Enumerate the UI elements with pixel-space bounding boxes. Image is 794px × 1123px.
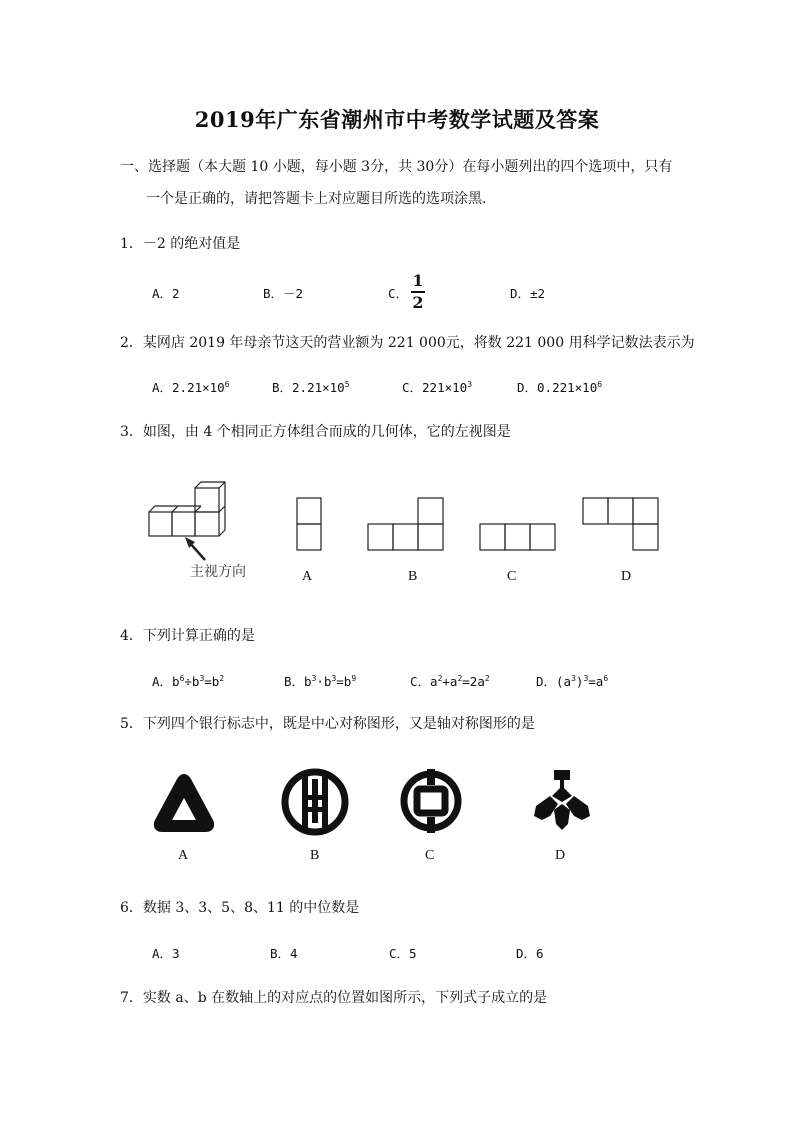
page-title: 2019年广东省潮州市中考数学试题及答案 — [194, 107, 600, 132]
section-instructions-line2: 一个是正确的，请把答题卡上对应题目所选的选项涂黑. — [146, 191, 487, 207]
q3-option-a-figure — [296, 497, 322, 551]
question-2-stem: 2．某网店 2019 年母亲节这天的营业额为 221 000元，将数 221 000 用科学记数法表示为 — [120, 335, 695, 351]
q4-option-b: B．$b^3\cdot b^3=b^9$ — [284, 673, 357, 689]
q3-option-d-figure — [582, 497, 660, 551]
fraction-numerator: 1 — [412, 271, 424, 290]
q3-label-d: D — [621, 569, 632, 584]
q5-label-d: D — [555, 848, 566, 863]
q1-option-d: D．±2 — [510, 286, 546, 301]
q5-label-c: C — [425, 848, 435, 863]
q2-option-a: A．$2.21\times 10^6$ — [152, 379, 230, 395]
question-6-stem: 6．数据 3、3、5、8、11 的中位数是 — [120, 900, 360, 916]
q3-option-c-figure — [479, 523, 557, 551]
q3-label-c: C — [507, 569, 517, 584]
question-4-stem: 4．下列计算正确的是 — [120, 628, 255, 644]
q1-option-c: C． — [388, 286, 409, 301]
q5-label-b: B — [310, 848, 320, 863]
q6-option-d: D．6 — [516, 946, 544, 961]
q3-view-direction-caption: 主视方向 — [190, 564, 246, 580]
q4-option-c: C．$a^2+a^2=2a^2$ — [410, 673, 490, 689]
q2-option-b: B．$2.21\times 10^5$ — [272, 379, 350, 395]
q6-option-b: B．4 — [270, 946, 298, 961]
section-instructions-line1: 一、选择题（本大题 10 小题，每小题 3分，共 30分）在每小题列出的四个选项中，只有 — [120, 159, 673, 175]
q3-solid-figure — [145, 478, 250, 553]
bank-logo-c-icon — [400, 765, 462, 837]
question-1-stem: 1．－2 的绝对值是 — [120, 236, 241, 252]
bank-logo-b-icon — [280, 765, 350, 839]
q3-label-b: B — [408, 569, 418, 584]
question-7-stem: 7．实数 a、b 在数轴上的对应点的位置如图所示，下列式子成立的是 — [120, 990, 548, 1006]
q6-option-a: A．3 — [152, 946, 180, 961]
q2-option-c: C．$221\times 10^3$ — [402, 379, 473, 395]
q4-option-a: A．$b^6\div b^3=b^2$ — [152, 673, 225, 689]
q1-option-b: B．－2 — [263, 286, 304, 301]
q6-option-c: C．5 — [389, 946, 417, 961]
q1-option-a: A．2 — [152, 286, 180, 301]
q5-label-a: A — [178, 848, 189, 863]
fraction-denominator: 2 — [412, 292, 424, 312]
q2-option-d: D．$0.221\times 10^6$ — [517, 379, 603, 395]
q3-option-b-figure — [367, 497, 444, 551]
question-5-stem: 5．下列四个银行标志中，既是中心对称图形，又是轴对称图形的是 — [120, 716, 535, 732]
bank-logo-d-icon — [528, 766, 596, 836]
bank-logo-a-icon — [150, 770, 218, 836]
q4-option-d: D．$(a^3)^3=a^6$ — [536, 673, 609, 689]
q1-fraction — [411, 273, 425, 311]
q3-label-a: A — [302, 569, 313, 584]
question-3-stem: 3．如图，由 4 个相同正方体组合而成的几何体，它的左视图是 — [120, 424, 511, 440]
